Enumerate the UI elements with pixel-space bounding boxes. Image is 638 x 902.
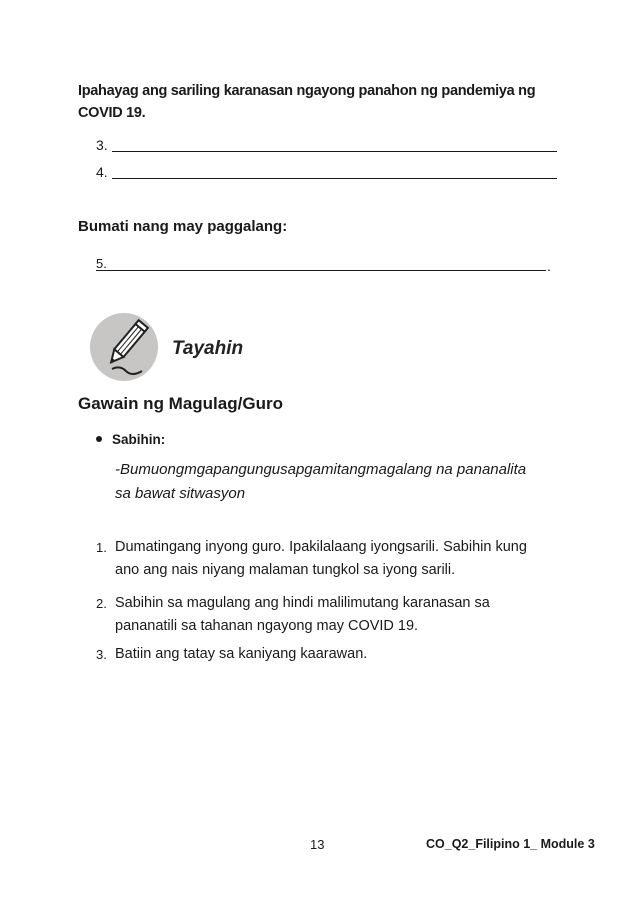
list-item xyxy=(96,536,546,582)
answer-line-5 xyxy=(96,256,112,271)
list-text: Dumatingang inyong guro. Ipakilalaang iyongsarili. Sabihin kung ano ang nais niyang malaman tungkol sa iyong sarili. xyxy=(115,539,527,578)
end-period: . xyxy=(547,258,551,274)
list-text: Batiin ang tatay sa kaniyang kaarawan. xyxy=(115,646,368,662)
page-number: 13 xyxy=(310,837,325,852)
item-number: 4. xyxy=(96,164,108,180)
list-number: 1. xyxy=(96,540,107,555)
list-number: 2. xyxy=(96,596,107,611)
activity-instruction: -Bumuongmgapangungusapgamitangmagalang na pananalita sa bawat sitwasyon xyxy=(115,461,527,502)
section-heading: Bumati nang may paggalang: xyxy=(78,218,288,235)
module-code: CO_Q2_Filipino 1_ Module 3 xyxy=(426,837,595,851)
item-number: 5. xyxy=(96,256,107,271)
bullet-icon xyxy=(96,436,102,442)
answer-line-3 xyxy=(96,137,112,153)
pencil-icon xyxy=(90,313,158,381)
gawain-heading: Gawain ng Magulag/Guro xyxy=(78,394,283,413)
instruction-text: Ipahayag ang sariling karanasan ngayong panahon ng pandemiya ng COVID 19. xyxy=(78,83,536,121)
answer-underline xyxy=(112,178,557,179)
list-item xyxy=(96,592,546,638)
answer-underline xyxy=(112,151,557,152)
bullet-item xyxy=(96,432,165,447)
list-item xyxy=(96,643,546,666)
answer-line-4 xyxy=(96,164,112,180)
item-number: 3. xyxy=(96,137,108,153)
list-number: 3. xyxy=(96,647,107,662)
bullet-label: Sabihin: xyxy=(112,432,166,447)
answer-underline xyxy=(96,270,546,271)
list-text: Sabihin sa magulang ang hindi malilimutang karanasan sa pananatili sa tahanan ngayong may COVID 19. xyxy=(115,595,490,634)
tayahin-title: Tayahin xyxy=(172,338,244,359)
